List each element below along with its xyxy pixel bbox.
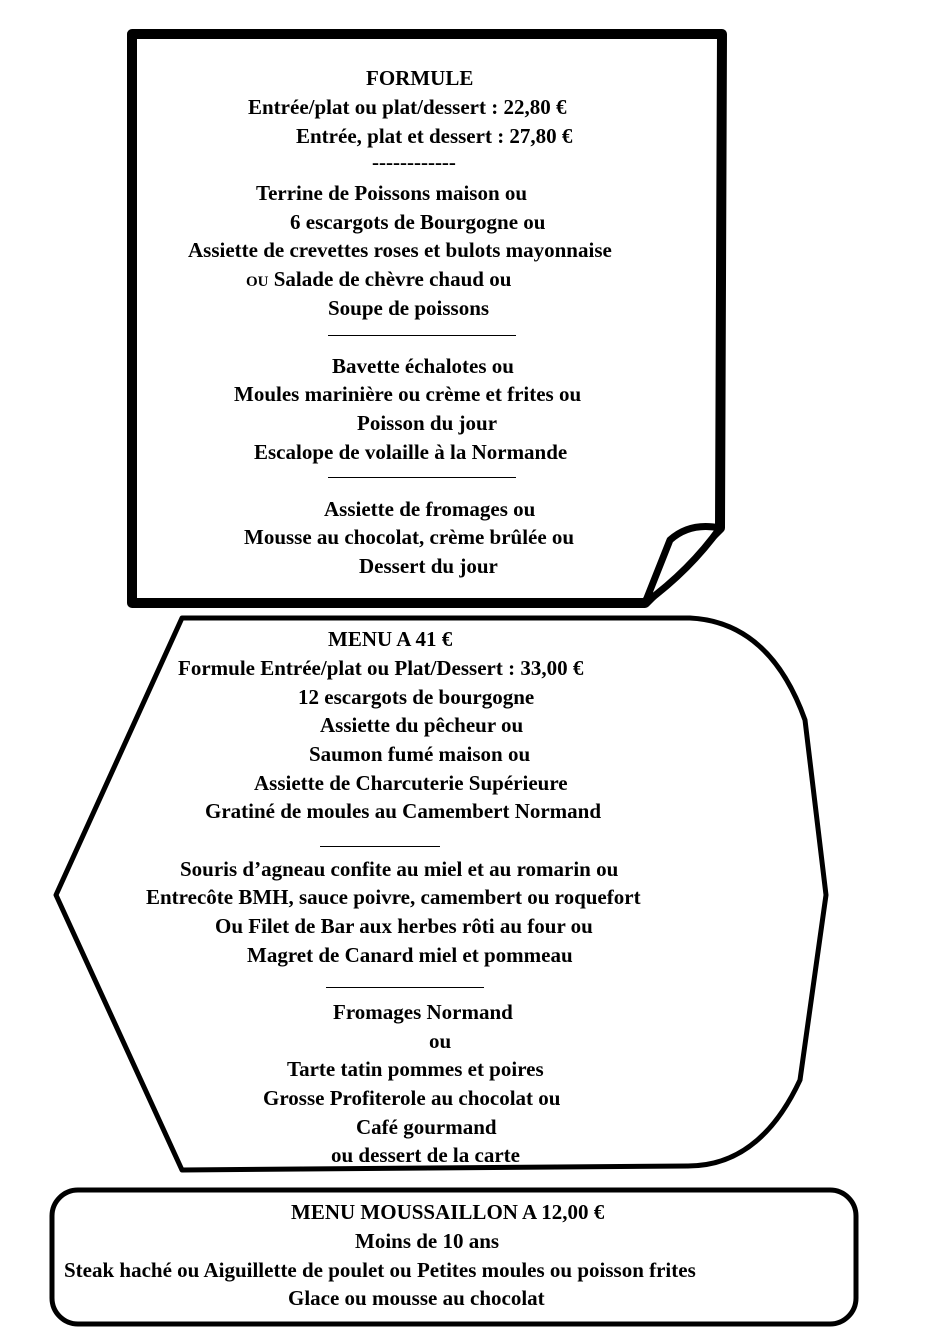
course-divider: [328, 335, 516, 336]
formule-main: Poisson du jour: [357, 411, 498, 435]
formule-price-two-courses: Entrée/plat ou plat/dessert : 22,80 €: [248, 95, 567, 119]
menu41-formule-price: Formule Entrée/plat ou Plat/Dessert : 33,00 €: [178, 656, 584, 680]
moussaillon-title: MENU MOUSSAILLON A 12,00 €: [291, 1200, 605, 1224]
formule-starter: Soupe de poissons: [328, 296, 490, 320]
menu41-dessert: Tarte tatin pommes et poires: [287, 1057, 544, 1081]
menu41-starter: Assiette du pêcheur ou: [320, 713, 524, 737]
formule-starter: Terrine de Poissons maison ou: [256, 181, 528, 205]
menu41-starter: Assiette de Charcuterie Supérieure: [254, 771, 568, 795]
formule-main: Moules marinière ou crème et frites ou: [234, 382, 582, 406]
menu41-starter: Saumon fumé maison ou: [309, 742, 531, 766]
formule-main: Bavette échalotes ou: [332, 354, 514, 378]
formule-dessert: Dessert du jour: [359, 554, 498, 578]
menu41-dessert: Café gourmand: [356, 1115, 497, 1139]
moussaillon-age: Moins de 10 ans: [355, 1229, 500, 1253]
formule-starter: [246, 267, 511, 294]
formule-starter-text: Salade de chèvre chaud ou: [273, 267, 512, 291]
formule-main: Escalope de volaille à la Normande: [254, 440, 568, 464]
formule-starter: Assiette de crevettes roses et bulots mayonnaise: [188, 238, 612, 262]
menu41-main: Ou Filet de Bar aux herbes rôti au four ou: [215, 914, 593, 938]
menu41-main: Entrecôte BMH, sauce poivre, camembert ou roquefort: [146, 885, 641, 909]
course-divider: [328, 477, 516, 478]
course-divider: [326, 987, 484, 988]
menu41-starter: Gratiné de moules au Camembert Normand: [205, 799, 602, 823]
menu41-main: Magret de Canard miel et pommeau: [247, 943, 573, 967]
formule-starter: 6 escargots de Bourgogne ou: [290, 210, 546, 234]
formule-dessert: Mousse au chocolat, crème brûlée ou: [244, 525, 575, 549]
menu41-dessert: Grosse Profiterole au chocolat ou: [263, 1086, 561, 1110]
folded-corner: [645, 527, 720, 604]
menu41-dessert: ou dessert de la carte: [331, 1143, 520, 1167]
ou-prefix: OU: [246, 274, 269, 290]
formule-dash-separator: ------------: [372, 150, 456, 174]
moussaillon-dessert: Glace ou mousse au chocolat: [288, 1286, 545, 1310]
menu41-title: MENU A 41 €: [328, 627, 453, 651]
menu41-dessert: Fromages Normand: [333, 1000, 513, 1024]
moussaillon-main: Steak haché ou Aiguillette de poulet ou Petites moules ou poisson frites: [64, 1258, 696, 1282]
menu41-dessert: ou: [429, 1029, 452, 1053]
formule-title: FORMULE: [366, 66, 474, 90]
formule-price-three-courses: Entrée, plat et dessert : 27,80 €: [296, 124, 573, 148]
menu41-main: Souris d’agneau confite au miel et au romarin ou: [180, 857, 619, 881]
menu41-starter: 12 escargots de bourgogne: [298, 685, 535, 709]
formule-dessert: Assiette de fromages ou: [324, 497, 536, 521]
course-divider: [320, 846, 440, 847]
